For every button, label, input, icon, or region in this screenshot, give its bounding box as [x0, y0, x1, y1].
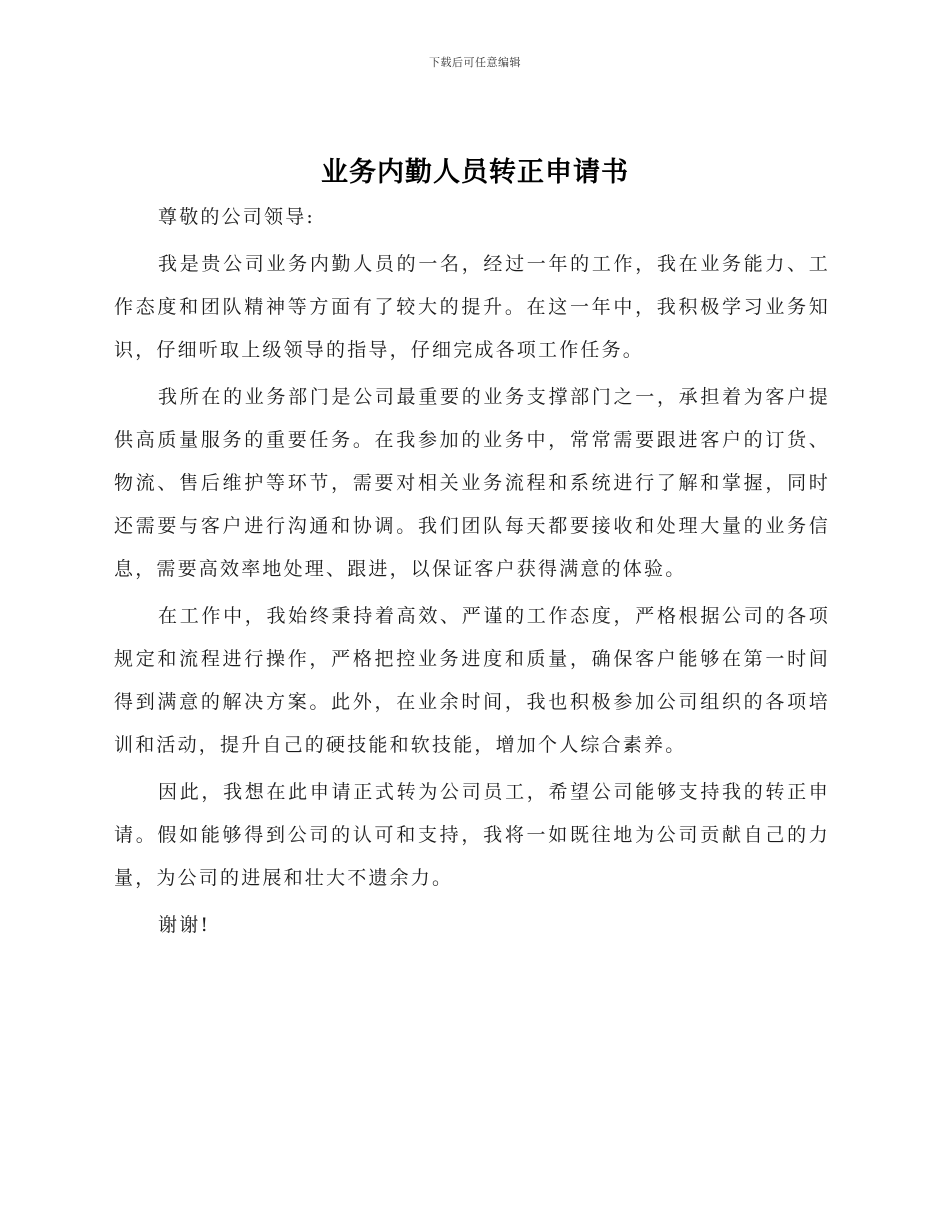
- paragraph-1: 我是贵公司业务内勤人员的一名，经过一年的工作，我在业务能力、工作态度和团队精神等方面有了较大的提升。在这一年中，我积极学习业务知识，仔细听取上级领导的指导，仔细完成各项工作任务。: [114, 253, 830, 361]
- document-title: 业务内勤人员转正申请书: [321, 157, 629, 188]
- paragraph-4: 因此，我想在此申请正式转为公司员工，希望公司能够支持我的转正申请。假如能够得到公司的认可和支持，我将一如既往地为公司贡献自己的力量，为公司的进展和壮大不遗余力。: [114, 781, 830, 889]
- paragraph-3: 在工作中，我始终秉持着高效、严谨的工作态度，严格根据公司的各项规定和流程进行操作，严格把控业务进度和质量，确保客户能够在第一时间得到满意的解决方案。此外，在业余时间，我也积极参加公司组织的各项培训和活动，提升自己的硬技能和软技能，增加个人综合素养。: [114, 605, 830, 756]
- closing: 谢谢!: [158, 914, 211, 936]
- salutation: 尊敬的公司领导:: [158, 206, 316, 228]
- document-body: [114, 196, 830, 947]
- paragraph-2: 我所在的业务部门是公司最重要的业务支撑部门之一，承担着为客户提供高质量服务的重要任务。在我参加的业务中，常常需要跟进客户的订货、物流、售后维护等环节，需要对相关业务流程和系统进行了解和掌握，同时还需要与客户进行沟通和协调。我们团队每天都要接收和处理大量的业务信息，需要高效率地处理、跟进，以保证客户获得满意的体验。: [114, 386, 830, 580]
- header-note: 下载后可任意编辑: [429, 56, 521, 69]
